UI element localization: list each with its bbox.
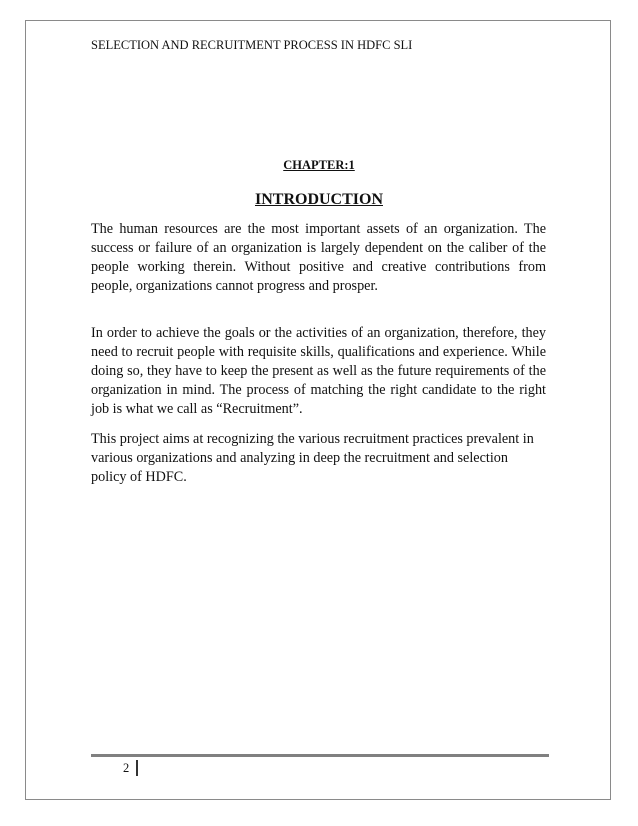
page-number-separator — [136, 760, 138, 776]
body-paragraph-1: The human resources are the most important assets of an organization. The success or failure of an organization is largely dependent on the caliber of the people working therein. Without positive and creative contributions from people, organizations cannot progress and prosper. — [91, 221, 546, 294]
body-paragraph-3: This project aims at recognizing the various recruitment practices prevalent in various organizations and analyzing in deep the recruitment and selection policy of HDFC. — [91, 431, 534, 485]
chapter-label: CHAPTER:1 — [283, 158, 355, 172]
page-number: 2 — [123, 761, 130, 775]
footer-rule — [91, 754, 549, 757]
running-header: SELECTION AND RECRUITMENT PROCESS IN HDFC SLI — [91, 38, 413, 52]
chapter-heading: INTRODUCTION — [254, 191, 383, 208]
body-paragraph-2: In order to achieve the goals or the activities of an organization, therefore, they need to recruit people with requisite skills, qualifications and experience. While doing so, they have to keep the present as well as the future requirements of the organization in mind. The process of matching the right candidate to the right job is what we call as “Recruitment”. — [91, 325, 546, 417]
